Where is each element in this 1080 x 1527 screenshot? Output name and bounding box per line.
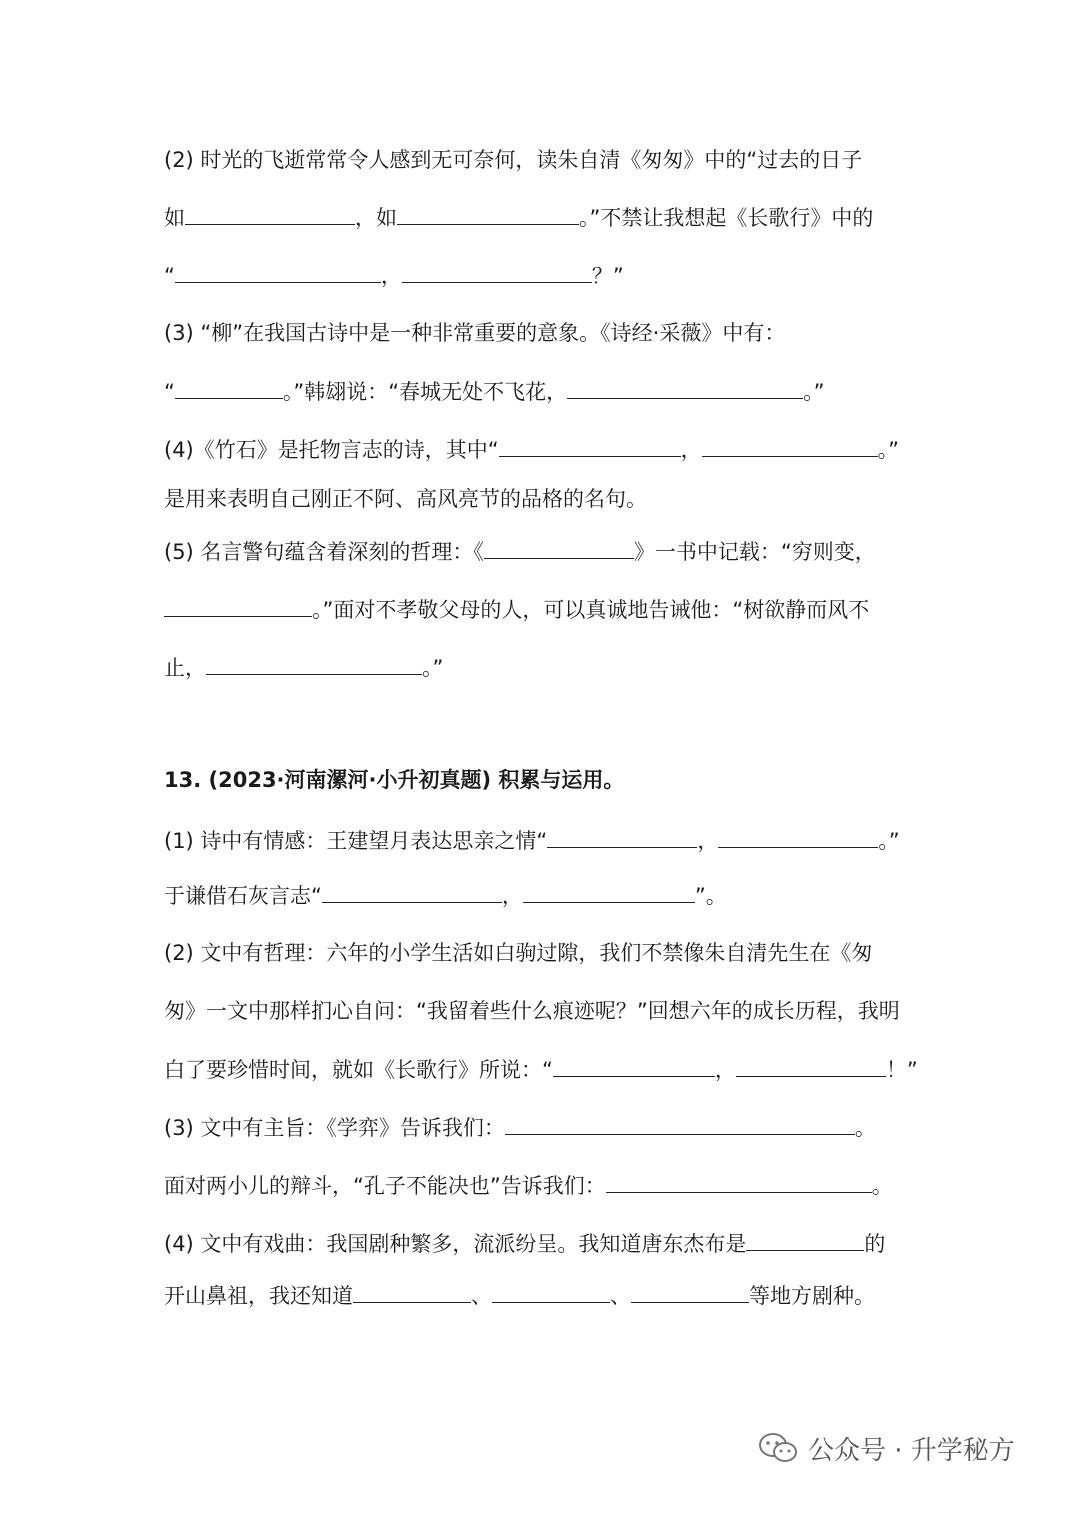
answer-blank[interactable]	[353, 1280, 471, 1303]
answer-blank[interactable]	[631, 1280, 749, 1303]
q13-p2-line3: 白了要珍惜时间，就如《长歌行》所说：“ ， ！”	[164, 1054, 918, 1085]
answer-blank[interactable]	[499, 434, 681, 457]
q13-p1-line1: (1) 诗中有情感：王建望月表达思亲之情“ ， 。”	[164, 825, 900, 856]
wechat-icon	[758, 1432, 798, 1464]
q12-p3-line2: “ 。”韩翃说：“春城无处不飞花， 。”	[164, 376, 825, 407]
answer-blank[interactable]	[175, 260, 381, 283]
answer-blank[interactable]	[206, 652, 422, 675]
watermark	[758, 1428, 1015, 1468]
q12-p5-line3: 止， 。”	[164, 652, 443, 683]
q13-p2-line2: 匆》一文中那样扪心自问：“我留着些什么痕迹呢？”回想六年的成长历程，我明	[164, 999, 900, 1023]
answer-blank[interactable]	[746, 1228, 864, 1251]
answer-blank[interactable]	[523, 880, 695, 903]
answer-blank[interactable]	[484, 536, 634, 559]
answer-blank[interactable]	[322, 880, 502, 903]
answer-blank[interactable]	[402, 260, 592, 283]
question-13-title: 13. (2023·河南漯河·小升初真题) 积累与运用。	[164, 768, 625, 792]
answer-blank[interactable]	[175, 376, 283, 399]
q13-p2-line1: (2) 文中有哲理：六年的小学生活如白驹过隙，我们不禁像朱自清先生在《匆	[164, 941, 873, 965]
q12-p5-line2: 。”面对不孝敬父母的人，可以真诚地告诫他：“树欲静而风不	[164, 594, 869, 625]
answer-blank[interactable]	[492, 1280, 610, 1303]
q13-p1-line2: 于谦借石灰言志“ ， ”。	[164, 880, 727, 911]
q12-p5-line1: (5) 名言警句蕴含着深刻的哲理：《 》一书中记载：“穷则变，	[164, 536, 876, 567]
answer-blank[interactable]	[164, 594, 312, 617]
answer-blank[interactable]	[553, 1054, 715, 1077]
answer-blank[interactable]	[736, 1054, 886, 1077]
answer-blank[interactable]	[505, 1112, 855, 1135]
answer-blank[interactable]	[567, 376, 803, 399]
answer-blank[interactable]	[606, 1170, 872, 1193]
q12-p2-line1: (2) 时光的飞逝常常令人感到无可奈何，读朱自清《匆匆》中的“过去的日子	[164, 148, 863, 172]
q13-p3-line2: 面对两小儿的辩斗，“孔子不能决也”告诉我们： 。	[164, 1170, 893, 1201]
answer-blank[interactable]	[702, 434, 878, 457]
q12-p2-line3: “ ， ？”	[164, 260, 624, 291]
watermark-text: 公众号 · 升学秘方	[808, 1435, 1015, 1466]
q13-p4-line2: 开山鼻祖，我还知道 、 、 等地方剧种。	[164, 1280, 875, 1311]
answer-blank[interactable]	[718, 825, 878, 848]
q12-p4-line2: 是用来表明自己刚正不阿、高风亮节的品格的名句。	[164, 487, 647, 511]
answer-blank[interactable]	[547, 825, 697, 848]
answer-blank[interactable]	[185, 202, 355, 225]
q12-p3-line1: (3) “柳”在我国古诗中是一种非常重要的意象。《诗经·采薇》中有：	[164, 321, 786, 345]
q13-p3-line1: (3) 文中有主旨：《学弈》告诉我们： 。	[164, 1112, 876, 1143]
q13-p4-line1: (4) 文中有戏曲：我国剧种繁多，流派纷呈。我知道唐东杰布是 的	[164, 1228, 885, 1259]
answer-blank[interactable]	[397, 202, 579, 225]
q12-p4-line1: (4)《竹石》是托物言志的诗，其中“ ， 。”	[164, 434, 899, 465]
q12-p2-line2: 如 ，如 。”不禁让我想起《长歌行》中的	[164, 202, 873, 233]
